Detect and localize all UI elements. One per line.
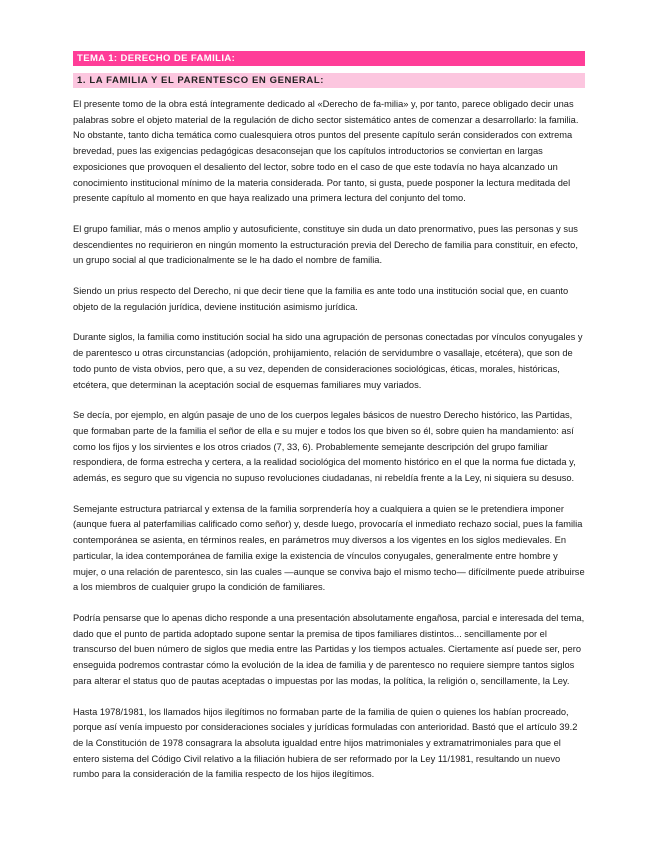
paragraph: El presente tomo de la obra está íntegramente dedicado al «Derecho de fa-milia» y, por tanto, parece obligado decir unas palabras sobre el objeto material de la regulación de dicho sector sistemático antes de comenzar a desarrollarlo: la familia. No obstante, tanto dicha temática como cualesquiera otros puntos del presente capítulo serán considerados con extrema brevedad, pues las exigencias pedagógicas desaconsejan que los capítulos introductorios se conviertan en largas exposiciones que provoquen el desaliento del lector, sobre todo en el caso de que este todavía no haya alcanzado un conocimiento institucional mínimo de la materia considerada. Por tanto, si gusta, puede posponer la lectura meditada del presente capítulo al momento en que haya realizado una primera lectura del conjunto del tomo. <box>73 99 579 204</box>
paragraph: El grupo familiar, más o menos amplio y autosuficiente, constituye sin duda un dato prenormativo, pues las personas y sus descendientes no requirieron en ningún momento la estructuración previa del Derecho de familia para constituir, en efecto, un grupo social al que tradicionalmente se le ha dado el nombre de familia. <box>73 223 578 266</box>
paragraph: Hasta 1978/1981, los llamados hijos ilegítimos no formaban parte de la familia de quien o quienes los habían procreado, porque así venía impuesto por consideraciones sociales y jurídicas formuladas con anterioridad. Bastó que el artículo 39.2 de la Constitución de 1978 consagrara la absoluta igualdad entre hijos matrimoniales y extramatrimoniales para que el entero sistema del Código Civil relativo a la filiación hubiera de ser reformado por la Ley 11/1981, resultando un nuevo rumbo para la consideración de la familia respecto de los hijos ilegítimos. <box>73 706 578 780</box>
chapter-title: TEMA 1: DERECHO DE FAMILIA: <box>73 51 585 66</box>
paragraph: Podría pensarse que lo apenas dicho responde a una presentación absolutamente engañosa, parcial e interesada del tema, dado que el punto de partida adoptado supone sentar la premisa de tipos familiares distintos... sencillamente por el transcurso del buen número de siglos que media entre las Partidas y los tiempos actuales. Ciertamente así puede ser, pero enseguida podremos contrastar cómo la evolución de la idea de familia y de parentesco no requiere siempre tantos siglos para alterar el status quo de pautas aceptadas o impuestas por las modas, la política, la religión o, sencillamente, la Ley. <box>73 612 585 686</box>
paragraph: Se decía, por ejemplo, en algún pasaje de uno de los cuerpos legales básicos de nuestro Derecho histórico, las Partidas, que formaban parte de la familia el señor de ella e su mujer e todos los que biven so él, sobre quien ha mandamiento: así como los fijos y los sirvientes e los otros criados (7, 33, 6). Probablemente semejante descripción del grupo familiar respondiera, de forma estrecha y certera, a la realidad sociológica del momento histórico en el que la norma fue dictada y, además, es seguro que su vigencia no supuso revoluciones ciudadanas, ni rebeldía frente a la Ley, ni siquiera su desuso. <box>73 410 576 484</box>
paragraph: Durante siglos, la familia como institución social ha sido una agrupación de personas conectadas por vínculos conyugales y de parentesco u otras circunstancias (adopción, prohijamiento, relación de servidumbre o vasallaje, etcétera), que son de todo punto de vista obvios, pero que, a su vez, dependen de consideraciones sociológicas, éticas, morales, históricas, etcétera, que determinan la aceptación social de esquemas familiares muy variados. <box>73 332 583 390</box>
section-heading: 1. LA FAMILIA Y EL PARENTESCO EN GENERAL: <box>73 73 585 88</box>
paragraph: Semejante estructura patriarcal y extensa de la familia sorprendería hoy a cualquiera a quien se le pretendiera imponer (aunque fuera al paterfamilias calificado como señor) y, desde luego, provocaría el inmediato rechazo social, pues la familia contemporánea se asienta, en términos reales, en parámetros muy diversos a los vigentes en los siglos medievales. En particular, la idea contemporánea de familia exige la existencia de vínculos conyugales, generalmente entre hombre y mujer, o una relación de parentesco, sin las cuales —aunque se conviva bajo el mismo techo— difícilmente puede atribuirse a los miembros de cualquier grupo la condición de familiares. <box>73 503 585 593</box>
paragraph: Siendo un prius respecto del Derecho, ni que decir tiene que la familia es ante todo una institución social que, en cuanto objeto de la regulación jurídica, deviene institución asimismo jurídica. <box>73 286 569 312</box>
